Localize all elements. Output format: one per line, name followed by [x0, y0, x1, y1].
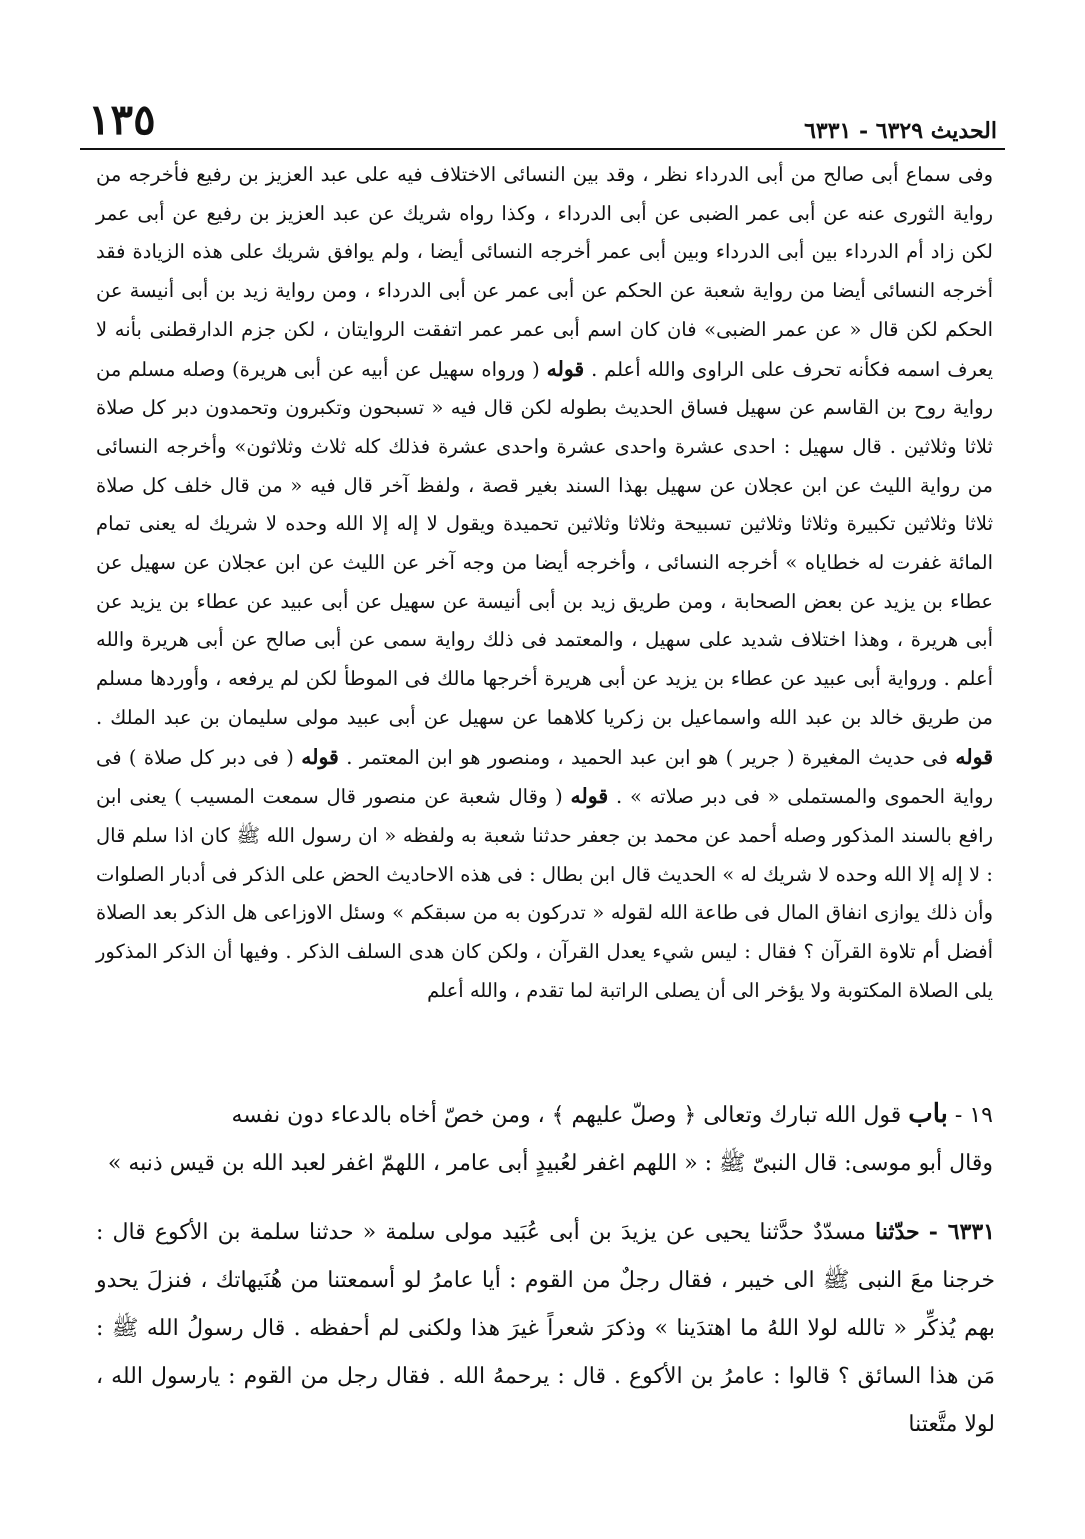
page-number: ١٣٥ [88, 95, 156, 144]
chapter-title-line [96, 1090, 993, 1140]
chapter-bab-word: باب [908, 1099, 948, 1129]
haddathana-word: حدّثنا [875, 1219, 920, 1245]
commentary-text: فى حديث المغيرة ( جرير ) هو ابن عبد الحميد ، ومنصور هو ابن المعتمر . [346, 745, 948, 769]
qawluhu-keyword: قوله [955, 744, 994, 769]
hadith-block [96, 1208, 995, 1449]
qawluhu-keyword: قوله [301, 744, 339, 769]
qawluhu-keyword: قوله [570, 784, 609, 809]
hadith-text: مسدّدٌ حدَّثنا يحيى عن يزيدَ بن أبى عُبَيد مولى سلمة « حدثنا سلمة بن الأكوع قال : خرجنا معَ النبى ﷺ الى خيبر ، فقال رجلٌ من القوم : أيا عامرُ لو أسمعتنا من هُنَيهاتك ، فنزلَ يحدو بهم يُذكِّر « تالله لولا اللهُ ما اهتدَينا » وذكرَ شعراً غيرَ هذا ولكنى لم أحفظه . قال رسولُ الله ﷺ : مَن هذا السائق ؟ قالوا : عامرُ بن الأكوع . قال : يرحمهُ الله . فقال رجل من القوم : يارسول الله ، لولا متَّعتنا [96, 1220, 995, 1437]
chapter-quote: وقال أبو موسى: قال النبىّ ﷺ : « اللهم اغفر لعُبيدٍ أبى عامر ، اللهمّ اغفر لعبد الله بن قيس ذنبه » [107, 1151, 993, 1176]
commentary-text: ( وقال شعبة عن منصور قال سمعت المسيب ) يعنى ابن رافع بالسند المذكور وصله أحمد عن محمد بن جعفر حدثنا شعبة به ولفظه « ان رسول الله ﷺ كان اذا سلم قال : لا إله إلا الله وحده لا شريك له » الحديث قال ابن بطال : فى هذه الاحاديث الحض على الذكر فى أدبار الصلوات وأن ذلك يوازى انفاق المال فى طاعة الله لقوله « تدركون به من سبقكم » وسئل الاوزاعى هل الذكر بعد الصلاة أفضل أم تلاوة القرآن ؟ فقال : ليس شيء يعدل القرآن ، ولكن كان هدى السلف الذكر . وفيها أن الذكر المذكور يلى الصلاة المكتوبة ولا يؤخر الى أن يصلى الراتبة لما تقدم ، والله أعلم [96, 785, 993, 1002]
qawluhu-keyword: قوله [546, 356, 585, 381]
commentary-text: وفى سماع أبى صالح من أبى الدرداء نظر ، وقد بين النسائى الاختلاف فيه على عبد العزيز بن رفيع فأخرجه من رواية الثورى عنه عن أبى عمر الضبى عن أبى الدرداء ، وكذا رواه شريك عن عبد العزيز بن رفيع عن أبى عمر لكن زاد أم الدرداء بين أبى الدرداء وبين أبى عمر أخرجه النسائى أيضا ، ولم يوافق شريك على هذه الزيادة فقد أخرجه النسائى أيضا من رواية شعبة عن الحكم عن أبى عمر عن أبى الدرداء ، ومن رواية زيد بن أبى أنيسة عن الحكم لكن قال « عن عمر الضبى» فان كان اسم أبى عمر عمر اتفقت الروايتان ، لكن جزم الدارقطنى بأنه لا يعرف اسمه فكأنه تحرف على الراوى والله أعلم . [96, 163, 994, 381]
chapter-title: قول الله تبارك وتعالى ﴿ وصلّ عليهم ﴾ ، ومن خصّ أخاه بالدعاء دون نفسه [231, 1103, 902, 1128]
commentary-paragraph [96, 156, 993, 1010]
hadith-paragraph [96, 1208, 995, 1449]
commentary-text: ( فى دبر كل صلاة ) فى رواية الحموى والمستملى « فى دبر صلاته » . [96, 745, 993, 809]
commentary-block [96, 156, 993, 1010]
header-rule [80, 148, 1005, 150]
chapter-number: ١٩ - [954, 1103, 993, 1128]
page-header [88, 84, 997, 144]
chapter-heading [96, 1090, 993, 1188]
commentary-text: ( ورواه سهيل عن أبيه عن أبى هريرة) وصله مسلم من رواية روح بن القاسم عن سهيل فساق الحديث بطوله لكن قال فيه « تسبحون وتكبرون وتحمدون دبر كل صلاة ثلاثا وثلاثين . قال سهيل : احدى عشرة واحدى عشرة واحدى عشرة فذلك كله ثلاث وثلاثون» وأخرجه النسائى من رواية الليث عن ابن عجلان عن سهيل بهذا السند بغير قصة ، ولفظ آخر قال فيه « من قال خلف كل صلاة ثلاثا وثلاثين تكبيرة وثلاثا وثلاثين تسبيحة وثلاثا وثلاثين تحميدة ويقول لا إله إلا الله وحده لا شريك له يعنى تمام المائة غفرت له خطاياه » أخرجه النسائى ، وأخرجه أيضا من وجه آخر عن الليث عن ابن عجلان عن سهيل عن عطاء بن يزيد عن بعض الصحابة ، ومن طريق زيد بن أبى أنيسة عن سهيل عن أبى عبيد عن عطاء بن يزيد عن أبى هريرة ، وهذا اختلاف شديد على سهيل ، والمعتمد فى ذلك رواية سمى عن أبى صالح عن أبى هريرة والله أعلم . ورواية أبى عبيد عن عطاء بن يزيد عن أبى هريرة أخرجها مالك فى الموطأ لكن لم يرفعه ، وأوردها مسلم من طريق خالد بن عبد الله واسماعيل بن زكريا كلاهما عن سهيل عن أبى عبيد مولى سليمان بن عبد الملك . [96, 357, 993, 729]
running-title: الحديث ٦٣٢٩ - ٦٣٣١ [804, 118, 997, 144]
hadith-number: ٦٣٣١ - [928, 1219, 995, 1245]
